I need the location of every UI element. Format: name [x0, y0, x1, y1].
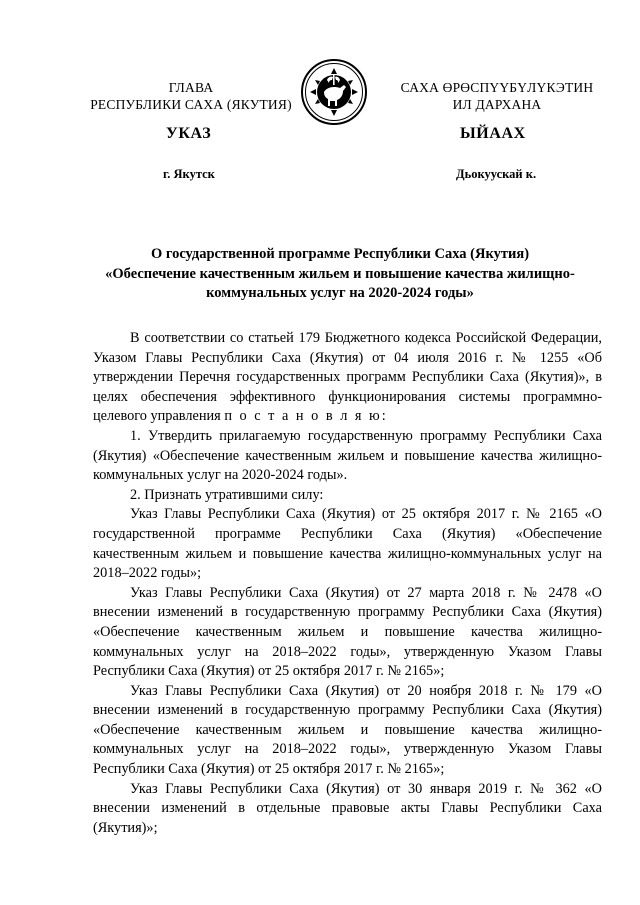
title-line-3: коммунальных услуг на 2020-2024 годы» — [206, 285, 474, 301]
header-right-line1: САХА ӨРӨСПҮҮБҮЛҮКЭТИН — [400, 80, 594, 95]
city-ru: г. Якутск — [163, 167, 215, 181]
header-right-line2: ИЛ ДАРХАНА — [452, 97, 542, 112]
coat-of-arms-icon — [300, 58, 368, 126]
item-1-paragraph: 1. Утвердить прилагаемую государственную программу Республики Саха (Якутия) «Обеспечение качественным жильем и повышение качества жилищно-коммунальных услуг на 2020-2024 годы». — [93, 427, 602, 484]
repealed-act-4: Указ Главы Республики Саха (Якутия) от 30 января 2019 г. № 362 «О внесении изменений в отдельные правовые акты Главы Республики Саха (Якутия)»; — [93, 780, 602, 836]
header-right — [394, 79, 600, 113]
title-line-2: «Обеспечение качественным жильем и повышение качества жилищно- — [105, 265, 575, 282]
decree-title — [80, 245, 600, 304]
header-left-line2: РЕСПУБЛИКИ САХА (ЯКУТИЯ) — [90, 97, 292, 112]
preamble-text: В соответствии со статьей 179 Бюджетного кодекса Российской Федерации, Указом Главы Республики Саха (Якутия) от 04 июля 2016 г. № 1255 «Об утверждении Перечня государственных программ Республики Саха (Якутия)», в целях обеспечения эффективного функционирования системы программно-целевого управления — [93, 330, 602, 425]
repealed-act-2: Указ Главы Республики Саха (Якутия) от 27 марта 2018 г. № 2478 «О внесении изменений в государственную программу Республики Саха (Якутия) «Обеспечение качественным жильем и повышение качества жилищно-коммунальных услуг на 2018–2022 годы», утвержденную Указом Главы Республики Саха (Якутия) от 25 октября 2017 г. № 2165»; — [93, 584, 602, 680]
decree-body — [93, 329, 602, 838]
repealed-act-3: Указ Главы Республики Саха (Якутия) от 20 ноября 2018 г. № 179 «О внесении изменений в государственную программу Республики Саха (Якутия) «Обеспечение качественным жильем и повышение качества жилищно-коммунальных услуг на 2018–2022 годы», утвержденную Указом Главы Республики Саха (Якутия) от 25 октября 2017 г. № 2165»; — [93, 682, 602, 778]
doc-type-ru: УКАЗ — [166, 125, 212, 142]
header-left — [80, 79, 302, 113]
header-left-line1: ГЛАВА — [168, 80, 214, 95]
doc-type-sakha: ЫЙААХ — [460, 125, 526, 142]
title-line-1: О государственной программе Республики Саха (Якутия) — [150, 246, 530, 262]
preamble-paragraph — [93, 329, 602, 427]
decree-word: п о с т а н о в л я ю: — [224, 408, 388, 425]
item-2-paragraph: 2. Признать утратившими силу: — [130, 486, 324, 503]
city-sakha: Дьокуускай к. — [456, 167, 537, 181]
repealed-act-1: Указ Главы Республики Саха (Якутия) от 25 октября 2017 г. № 2165 «О государственной программе Республики Саха (Якутия) «Обеспечение качественным жильем и повышение качества жилищно-коммунальных услуг на 2018–2022 годы»; — [93, 506, 602, 582]
